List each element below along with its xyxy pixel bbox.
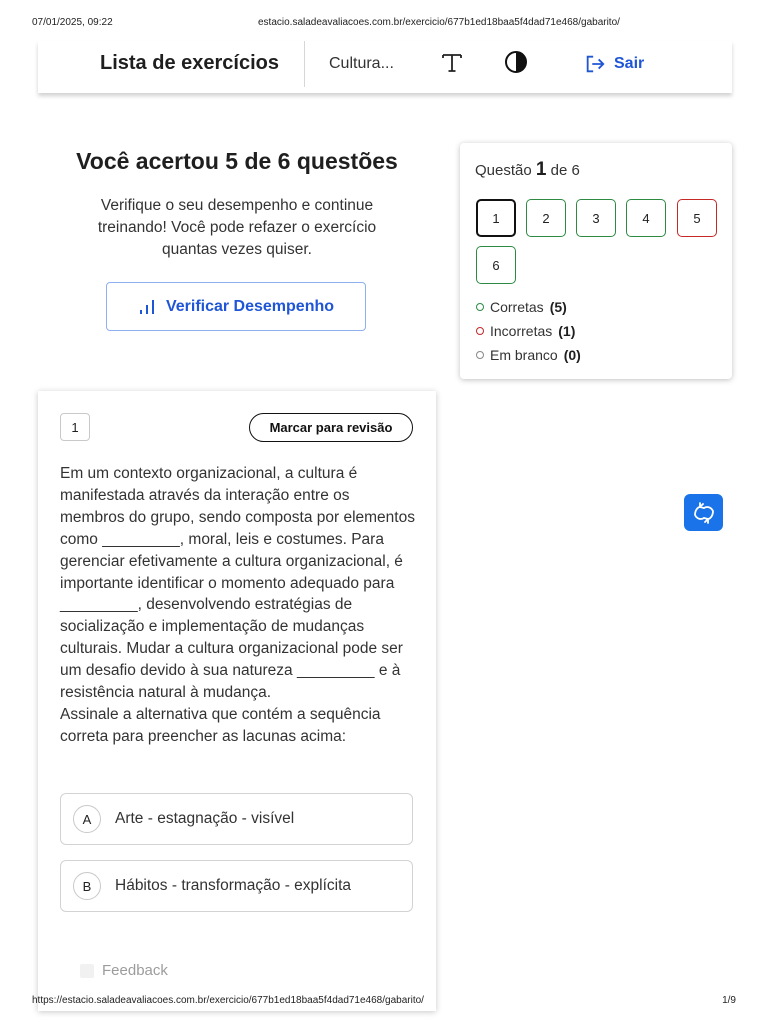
correct-dot-icon bbox=[476, 303, 484, 311]
topbar-divider bbox=[304, 41, 305, 87]
legend-incorrect-count: (1) bbox=[558, 323, 576, 339]
question-number-badge: 1 bbox=[60, 413, 90, 441]
legend-blank-label: Em branco bbox=[490, 347, 558, 363]
option-a[interactable] bbox=[60, 793, 413, 845]
page-title: Lista de exercícios bbox=[100, 52, 279, 74]
result-description: Verifique o seu desempenho e continue treinando! Você pode refazer o exercício quantas vezes quiser. bbox=[97, 197, 377, 258]
question-counter bbox=[475, 159, 580, 181]
legend-incorrect bbox=[476, 323, 575, 339]
question-navigator bbox=[460, 143, 732, 379]
option-a-text: Arte - estagnação - visível bbox=[115, 810, 295, 827]
blank-dot-icon bbox=[476, 351, 484, 359]
legend-correct-count: (5) bbox=[549, 299, 567, 315]
logout-label: Sair bbox=[614, 55, 645, 72]
feedback-label: Feedback bbox=[102, 962, 168, 979]
question-button-6[interactable]: 6 bbox=[476, 246, 516, 284]
print-datetime: 07/01/2025, 09:22 bbox=[32, 17, 113, 28]
feedback-icon bbox=[80, 964, 94, 978]
result-heading: Você acertou 5 de 6 questões bbox=[76, 148, 398, 174]
option-b[interactable] bbox=[60, 860, 413, 912]
question-card bbox=[38, 391, 436, 1011]
question-counter-current: 1 bbox=[535, 159, 547, 180]
print-url: estacio.saladeavaliacoes.com.br/exercicio/677b1ed18baa5f4dad71e468/gabarito/ bbox=[258, 17, 620, 28]
print-footer bbox=[0, 995, 768, 1009]
logout-icon bbox=[584, 53, 606, 75]
legend-correct bbox=[476, 299, 567, 315]
print-page-number: 1/9 bbox=[722, 995, 736, 1006]
print-footer-url: https://estacio.saladeavaliacoes.com.br/exercicio/677b1ed18baa5f4dad71e468/gabarito/ bbox=[32, 995, 424, 1006]
question-button-1[interactable]: 1 bbox=[476, 199, 516, 237]
legend-correct-label: Corretas bbox=[490, 299, 544, 315]
verify-performance-label: Verificar Desempenho bbox=[165, 297, 335, 315]
question-text: Em um contexto organizacional, a cultura é manifestada através da interação entre os membros do grupo, sendo composta por elementos como _________, moral, leis e costumes. Para gerenciar efetivamente a cultura organizacional, é importante identificar o momento adequado para _________, desenvolvendo estratégias de socialização e implementação de mudanças culturais. Mudar a cultura organizacional pode ser um desafio devido à sua natureza _________ e à resistência natural à mudança. bbox=[60, 465, 415, 702]
print-header bbox=[0, 17, 768, 31]
libras-accessibility-button[interactable] bbox=[684, 494, 723, 531]
bar-chart-icon bbox=[138, 298, 156, 316]
question-instruction: Assinale a alternativa que contém a sequência correta para preencher as lacunas acima: bbox=[60, 705, 381, 745]
option-a-letter: A bbox=[73, 805, 101, 833]
top-bar bbox=[38, 41, 732, 93]
legend-blank bbox=[476, 347, 581, 363]
question-counter-prefix: Questão bbox=[475, 162, 532, 179]
contrast-icon[interactable] bbox=[504, 50, 528, 74]
incorrect-dot-icon bbox=[476, 327, 484, 335]
option-b-text: Hábitos - transformação - explícita bbox=[115, 877, 352, 894]
question-button-3[interactable]: 3 bbox=[576, 199, 616, 237]
legend-incorrect-label: Incorretas bbox=[490, 323, 553, 339]
result-summary bbox=[38, 146, 436, 261]
font-size-icon[interactable] bbox=[440, 51, 464, 75]
mark-for-review-button[interactable]: Marcar para revisão bbox=[249, 413, 413, 442]
question-statement bbox=[60, 463, 416, 748]
verify-performance-button[interactable] bbox=[106, 282, 366, 331]
feedback-toggle[interactable] bbox=[80, 962, 168, 979]
course-name[interactable]: Cultura... bbox=[329, 55, 394, 72]
question-button-2[interactable]: 2 bbox=[526, 199, 566, 237]
legend-blank-count: (0) bbox=[563, 347, 581, 363]
question-button-4[interactable]: 4 bbox=[626, 199, 666, 237]
option-b-letter: B bbox=[73, 872, 101, 900]
sign-language-hands-icon bbox=[691, 501, 717, 525]
logout-button[interactable] bbox=[584, 51, 644, 77]
question-button-5[interactable]: 5 bbox=[677, 199, 717, 237]
question-counter-suffix: de 6 bbox=[550, 162, 580, 179]
